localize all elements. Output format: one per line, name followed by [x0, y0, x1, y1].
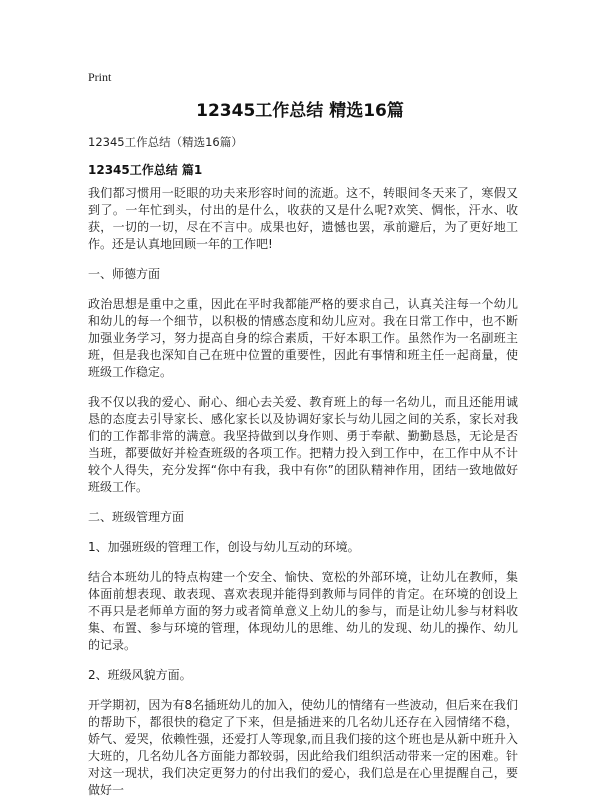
paragraph-ethics-1: 政治思想是重中之重，因此在平时我都能严格的要求自己，认真关注每一个幼儿和幼儿的每一个细节，以积极的情感态度和幼儿应对。我在日常工作中，也不断加强业务学习，努力提高自身的综合素质，干好本职工作。虽然作为一名副班主班，但是我也深知自己在班中位置的重要性，因此有事情和班主任一起商量，使班级工作稳定。: [88, 297, 518, 379]
subheading-management-2: 2、班级风貌方面。: [88, 668, 192, 682]
subheading-management-1: 1、加强班级的管理工作，创设与幼儿互动的环境。: [88, 540, 360, 554]
heading-class-management: 二、班级管理方面: [88, 510, 185, 524]
section-title: 12345工作总结 篇1: [88, 163, 203, 177]
article-body: [88, 185, 518, 812]
paragraph-ethics-2: 我不仅以我的爱心、耐心、细心去关爱、教育班上的每一名幼儿，而且还能用诚恳的态度去引导家长、感化家长以及协调好家长与幼儿园之间的关系，家长对我们的工作都非常的满意。我坚持做到以身作则、勇于奉献、勤勤恳恳，无论是否当班，都要做好并检查班级的各项工作。把精力投入到工作中，在工作中从不计较个人得失，充分发挥“你中有我，我中有你”的团队精神作用，团结一致地做好班级工作。: [88, 395, 518, 494]
document-subtitle: 12345工作总结（精选16篇）: [88, 135, 243, 149]
heading-ethics: 一、师德方面: [88, 267, 161, 281]
intro-paragraph: 我们都习惯用一眨眼的功夫来形容时间的流逝。这不，转眼间冬天来了，寒假又到了。一年忙到头，付出的是什么，收获的又是什么呢?欢笑、惆怅，汗水、收获，一切的一切，尽在不言中。成果也好，遗憾也罢，承前避后，为了更好地工作。还是认真地回顾一年的工作吧!: [88, 186, 518, 251]
document-title: 12345工作总结 精选16篇: [196, 101, 404, 121]
paragraph-management-2: 开学期初，因为有8名插班幼儿的加入，使幼儿的情绪有一些波动，但后来在我们的帮助下，都很快的稳定了下来，但是插进来的几名幼儿还存在入园情绪不稳，娇气、爱哭，依赖性强，还爱打人等现象,而且我们接的这个班也是从新中班升入大班的，几名幼儿各方面能力都较弱，因此给我们组织活动带来一定的困难。针对这一现状，我们决定更努力的付出我们的爱心，我们总是在心里提醒自己，要做好一: [88, 698, 518, 797]
print-label[interactable]: Print: [88, 70, 112, 84]
paragraph-management-1: 结合本班幼儿的特点构建一个安全、愉快、宽松的外部环境，让幼儿在教师，集体面前想表现、敢表现、喜欢表现并能得到教师与同伴的肯定。在环境的创设上不再只是老师单方面的努力或者简单意义上幼儿的参与，而是让幼儿参与材料收集、布置、参与环境的管理，体现幼儿的思维、幼儿的发现、幼儿的操作、幼儿的记录。: [88, 570, 518, 652]
